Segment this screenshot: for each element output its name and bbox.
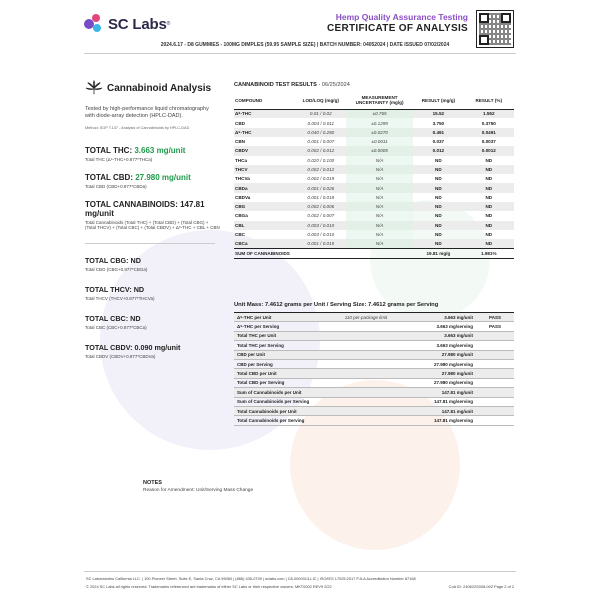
serving-label-cell: Δ⁹-THC per Serving xyxy=(237,324,280,330)
table-row xyxy=(234,239,514,248)
serving-row xyxy=(234,359,514,368)
serving-label-cell: Total CBD per Serving xyxy=(237,380,285,386)
serving-value-cell: 147.81 mg/serving xyxy=(433,417,473,423)
result-pct-cell: ND xyxy=(485,194,493,200)
result-mg-cell: ND xyxy=(413,239,463,248)
serving-limit-cell xyxy=(326,406,406,415)
batch-meta-line: 2024.6.17 - D8 GUMMIES - 100MG DIMPLES (59.95 SAMPLE SIZE) | BATCH NUMBER: 04052024 | DATE ISSUED 07/02/2024 xyxy=(160,42,450,48)
cannabis-leaf-icon xyxy=(85,80,103,96)
total-cbg xyxy=(85,256,220,265)
lod-cell: 0.020 / 0.100 xyxy=(307,157,335,163)
footer-line-2 xyxy=(86,584,514,589)
sum-empty-2 xyxy=(346,249,413,259)
col-result-mg: RESULT (mg/g) xyxy=(413,92,463,109)
method-description: Tested by high-performance liquid chromatography with diode-array detection (HPLC-DAD). xyxy=(85,106,209,120)
serving-pass-cell: PASS xyxy=(476,313,514,322)
total-cbc xyxy=(85,314,220,323)
result-mg-cell: 15.52 xyxy=(413,109,463,118)
serving-pass-cell xyxy=(476,359,514,368)
table-row xyxy=(234,128,514,137)
total-cannabinoids xyxy=(85,200,220,218)
uncertainty-cell: ±0.1299 xyxy=(346,118,413,127)
total-cbd-formula: Total CBD (CBD+0.877*CBDa) xyxy=(85,183,147,189)
footer-divider xyxy=(84,571,516,572)
serving-value-cell: 3.663 mg/unit xyxy=(406,313,476,322)
results-date: - 06/25/2024 xyxy=(316,82,350,88)
col-result-pct: RESULT (%) xyxy=(464,92,514,109)
result-mg-cell: ND xyxy=(435,213,442,219)
serving-row xyxy=(234,406,514,415)
serving-pass-cell xyxy=(476,388,514,397)
results-section xyxy=(234,82,514,259)
serving-row xyxy=(234,397,514,406)
total-cbg-label: TOTAL CBG: xyxy=(85,256,131,266)
compound-cell: CBG xyxy=(234,202,296,211)
serving-pass-cell xyxy=(476,378,514,387)
total-thcv xyxy=(85,285,220,294)
left-divider xyxy=(85,243,215,244)
serving-limit-cell xyxy=(326,369,406,378)
serving-label-cell: Δ⁹-THC per Unit xyxy=(234,313,326,322)
notes-section xyxy=(143,480,253,493)
total-cbc-label: TOTAL CBC: xyxy=(85,313,131,323)
serving-value-cell: 3.663 mg/unit xyxy=(406,331,476,340)
serving-limit-cell xyxy=(326,341,406,350)
serving-value-cell: 27.980 mg/unit xyxy=(406,369,476,378)
compound-cell: CBDa xyxy=(234,183,296,192)
result-mg-cell: ND xyxy=(435,194,442,200)
serving-pass-cell xyxy=(476,397,514,406)
compound-cell: CBD xyxy=(235,120,245,126)
serving-row xyxy=(234,350,514,359)
uncertainty-cell: N/A xyxy=(346,156,413,165)
header-titles xyxy=(327,12,468,34)
result-pct-cell: 1.552 xyxy=(464,109,514,118)
serving-label-cell: Total Cannabinoids per Serving xyxy=(237,417,305,423)
sum-label: SUM OF CANNABINOIDS xyxy=(234,249,296,259)
result-mg-cell: ND xyxy=(413,183,463,192)
footer-copyright: © 2024 SC Labs all rights reserved. Trademarks referenced are trademarks of either SC Labs or their respective owners. MKT0002 REV9 2/22 xyxy=(86,584,332,589)
serving-pass-cell xyxy=(476,350,514,359)
sum-row xyxy=(234,249,514,259)
result-pct-cell: ND xyxy=(464,221,514,230)
compound-cell: CBGa xyxy=(235,213,248,219)
result-pct-cell: 0.0491 xyxy=(464,128,514,137)
results-title xyxy=(234,82,514,88)
uncertainty-cell: N/A xyxy=(346,183,413,192)
logo-registered: ® xyxy=(166,21,171,27)
col-compound: COMPOUND xyxy=(234,92,296,109)
result-mg-cell: ND xyxy=(435,176,442,182)
compound-cell: THCV xyxy=(234,165,296,174)
serving-limit-cell xyxy=(326,350,406,359)
serving-label-cell: Total Cannabinoids per Unit xyxy=(234,406,326,415)
total-cbc-value: ND xyxy=(130,313,141,323)
sum-pct: 1.981% xyxy=(464,249,514,259)
total-cbd-label: TOTAL CBD: xyxy=(85,172,136,182)
serving-limit-cell: 110 per-package limit xyxy=(326,313,406,322)
serving-value-cell: 27.980 mg/serving xyxy=(433,361,473,367)
cannabinoid-analysis-title: Cannabinoid Analysis xyxy=(107,82,212,94)
serving-label-cell: Total THC per Serving xyxy=(237,342,284,348)
total-thc-label: TOTAL THC: xyxy=(85,145,135,155)
serving-value-cell: 147.81 mg/serving xyxy=(433,399,473,405)
result-pct-cell: 0.0012 xyxy=(464,146,514,155)
lod-cell: 0.001 / 0.018 xyxy=(307,194,335,200)
total-thcv-formula: Total THCV (THCV+0.877*THCVa) xyxy=(85,296,155,302)
total-cannabinoids-value: 147.81 mg/unit xyxy=(85,199,205,218)
result-mg-cell: 3.750 xyxy=(432,120,445,126)
serving-value-cell: 147.81 mg/unit xyxy=(406,406,476,415)
lod-cell: 0.001 / 0.026 xyxy=(296,183,346,192)
serving-limit-cell xyxy=(326,388,406,397)
result-pct-cell: 0.3750 xyxy=(481,120,496,126)
table-row xyxy=(234,221,514,230)
serving-row xyxy=(234,416,514,425)
notes-title: NOTES xyxy=(143,480,162,486)
compound-cell: CBC xyxy=(235,232,245,238)
serving-value-cell: 3.663 mg/serving xyxy=(436,342,473,348)
serving-value-cell: 27.980 mg/serving xyxy=(433,380,473,386)
uncertainty-cell: ±0.0011 xyxy=(346,137,413,146)
uncertainty-cell: N/A xyxy=(346,221,413,230)
serving-label-cell: Total THC per Unit xyxy=(234,331,326,340)
table-row xyxy=(234,202,514,211)
result-pct-cell: ND xyxy=(464,165,514,174)
serving-limit-cell xyxy=(326,331,406,340)
table-row xyxy=(234,174,514,183)
total-cannabinoids-label: TOTAL CANNABINOIDS: xyxy=(85,199,181,209)
total-thcv-value: ND xyxy=(133,285,145,295)
result-mg-cell: ND xyxy=(413,202,463,211)
lod-cell: 0.002 / 0.012 xyxy=(296,165,346,174)
uncertainty-cell: N/A xyxy=(346,230,413,239)
uncertainty-cell: N/A xyxy=(346,193,413,202)
lod-cell: 0.001 / 0.007 xyxy=(307,139,335,145)
compound-cell: CBDV xyxy=(234,146,296,155)
result-mg-cell: ND xyxy=(435,232,442,238)
result-mg-cell: 0.012 xyxy=(413,146,463,155)
table-row xyxy=(234,165,514,174)
uncertainty-cell: N/A xyxy=(346,211,413,220)
compound-cell: Δ⁸-THC xyxy=(234,109,296,118)
table-row xyxy=(234,146,514,155)
logo-dots-icon xyxy=(84,14,104,34)
total-cbdv-formula: Total CBDV (CBDV+0.877*CBDVa) xyxy=(85,353,156,359)
serving-limit-cell xyxy=(326,416,406,425)
uncertainty-cell: N/A xyxy=(346,202,413,211)
lod-cell: 0.003 / 0.010 xyxy=(296,221,346,230)
total-cbdv xyxy=(85,343,220,352)
compound-cell: CBN xyxy=(235,139,245,145)
left-summary-column xyxy=(85,80,220,360)
serving-label-cell: Total CBD per Unit xyxy=(234,369,326,378)
serving-label-cell: CBD per Unit xyxy=(234,350,326,359)
serving-limit-cell xyxy=(326,397,406,406)
result-pct-cell: ND xyxy=(485,176,493,182)
result-pct-cell: ND xyxy=(464,239,514,248)
lod-cell: 0.002 / 0.019 xyxy=(307,176,335,182)
col-lod-loq: LOD/LOQ (mg/g) xyxy=(296,92,346,109)
compound-cell: THCa xyxy=(235,157,247,163)
serving-row xyxy=(234,331,514,340)
uncertainty-cell: ±0.0270 xyxy=(346,128,413,137)
serving-row xyxy=(234,341,514,350)
result-mg-cell: ND xyxy=(435,157,442,163)
cannabinoid-results-table xyxy=(234,92,514,259)
lod-cell: 0.002 / 0.006 xyxy=(296,202,346,211)
total-cbg-formula: Total CBG (CBG+0.877*CBGa) xyxy=(85,267,148,273)
serving-pass-cell xyxy=(476,406,514,415)
sc-labs-logo xyxy=(84,14,170,34)
footer-line-1 xyxy=(86,576,514,581)
serving-pass-cell: PASS xyxy=(489,324,501,330)
serving-pass-cell xyxy=(476,369,514,378)
result-mg-cell: 0.037 xyxy=(432,139,445,145)
total-cannabinoids-formula: Total Cannabinoids (Total THC) + (Total CBD) + (Total CBG) + (Total THCV) + (Total CBC) + (Total CBDV) + Δ⁸-THC + CBL + CBN xyxy=(85,219,220,231)
total-thc xyxy=(85,146,220,155)
col-uncertainty: MEASUREMENT UNCERTAINTY (mg/g) xyxy=(346,92,413,109)
serving-label-cell: Sum of Cannabinoids per Unit xyxy=(234,388,326,397)
header-title: CERTIFICATE OF ANALYSIS xyxy=(327,23,468,34)
cannabinoid-analysis-heading xyxy=(85,80,220,96)
serving-value-cell: 3.663 mg/serving xyxy=(436,324,473,330)
compound-cell: THCVa xyxy=(235,176,250,182)
table-row xyxy=(234,211,514,220)
uncertainty-cell: ±0.765 xyxy=(346,109,413,118)
total-cbdv-label: TOTAL CBDV: xyxy=(85,342,135,352)
header-subtitle: Hemp Quality Assurance Testing xyxy=(335,12,468,22)
result-pct-cell: ND xyxy=(485,157,493,163)
compound-cell: CBCa xyxy=(234,239,296,248)
total-thcv-label: TOTAL THCV: xyxy=(85,285,134,295)
lod-cell: 0.01 / 0.02 xyxy=(296,109,346,118)
serving-label-cell: CBD per Serving xyxy=(237,361,273,367)
serving-row xyxy=(234,378,514,387)
result-pct-cell: ND xyxy=(464,183,514,192)
serving-row xyxy=(234,388,514,397)
serving-limit-cell xyxy=(326,378,406,387)
compound-cell: CBL xyxy=(234,221,296,230)
result-pct-cell: ND xyxy=(485,213,493,219)
total-thc-value: 3.663 mg/unit xyxy=(134,145,186,155)
lod-cell: 0.002 / 0.007 xyxy=(307,213,335,219)
result-mg-cell: ND xyxy=(413,165,463,174)
result-pct-cell: ND xyxy=(485,232,493,238)
total-cbd-value: 27.980 mg/unit xyxy=(135,172,191,182)
serving-limit-cell xyxy=(326,322,406,331)
results-title-text: CANNABINOID TEST RESULTS xyxy=(234,82,317,88)
table-row xyxy=(234,183,514,192)
serving-pass-cell xyxy=(476,331,514,340)
sum-mg: 19.81 mg/g xyxy=(413,249,463,259)
serving-table xyxy=(234,312,514,426)
uncertainty-cell: N/A xyxy=(346,239,413,248)
total-cbc-formula: Total CBC (CBC+0.877*CBCa) xyxy=(85,324,147,330)
lod-cell: 0.040 / 0.280 xyxy=(296,128,346,137)
result-pct-cell: ND xyxy=(464,202,514,211)
table-row xyxy=(234,193,514,202)
lod-cell: 0.003 / 0.010 xyxy=(307,232,335,238)
lod-cell: 0.004 / 0.011 xyxy=(307,120,335,126)
total-cbg-value: ND xyxy=(130,256,141,266)
serving-pass-cell xyxy=(476,416,514,425)
logo-text: SC Labs xyxy=(108,15,167,33)
table-row xyxy=(234,230,514,239)
serving-limit-cell xyxy=(326,359,406,368)
table-row xyxy=(234,156,514,165)
serving-label-cell: Sum of Cannabinoids per Serving xyxy=(237,399,310,405)
unit-mass-heading: Unit Mass: 7.4612 grams per Unit / Serving Size: 7.4612 grams per Serving xyxy=(234,302,439,308)
total-cbd xyxy=(85,173,220,182)
uncertainty-cell: N/A xyxy=(346,165,413,174)
notes-body: Reason for Amendment: Unit/Serving Mass Change xyxy=(143,488,254,493)
serving-value-cell: 147.81 mg/unit xyxy=(406,388,476,397)
serving-row xyxy=(234,369,514,378)
total-thc-formula: Total THC (Δ⁹-THC+0.877*THCa) xyxy=(85,156,153,162)
serving-pass-cell xyxy=(476,341,514,350)
uncertainty-cell: N/A xyxy=(346,174,413,183)
header-divider xyxy=(84,53,516,54)
lod-cell: 0.002 / 0.012 xyxy=(296,146,346,155)
serving-value-cell: 27.980 mg/unit xyxy=(406,350,476,359)
total-cbdv-value: 0.090 mg/unit xyxy=(134,342,181,352)
table-row xyxy=(234,137,514,146)
sum-empty-1 xyxy=(296,249,346,259)
method-reference: Method: SOP T.137 - Analysis of Cannabinoids by HPLC-DAD xyxy=(85,125,190,130)
footer-coa-id: CoA ID: 240622S008-002 Page 2 of 2 xyxy=(448,584,514,589)
result-mg-cell: 0.491 xyxy=(413,128,463,137)
table-row xyxy=(234,109,514,118)
compound-cell: Δ⁹-THC xyxy=(234,128,296,137)
uncertainty-cell: ±0.0005 xyxy=(346,146,413,155)
serving-row xyxy=(234,313,514,322)
table-row xyxy=(234,118,514,127)
result-pct-cell: 0.0037 xyxy=(481,139,496,145)
result-mg-cell: ND xyxy=(413,221,463,230)
compound-cell: CBDVa xyxy=(235,194,251,200)
serving-row xyxy=(234,322,514,331)
footer-address: SC Laboratories California LLC. | 100 Pioneer Street, Suite E, Santa Cruz, CA 95060 | (866) 435-0709 | sclabs.com | C8-0000013-LIC | ISO/IES 17025:2017 PJLA Accreditation Number 87168 xyxy=(86,576,416,581)
lod-cell: 0.001 / 0.015 xyxy=(296,239,346,248)
